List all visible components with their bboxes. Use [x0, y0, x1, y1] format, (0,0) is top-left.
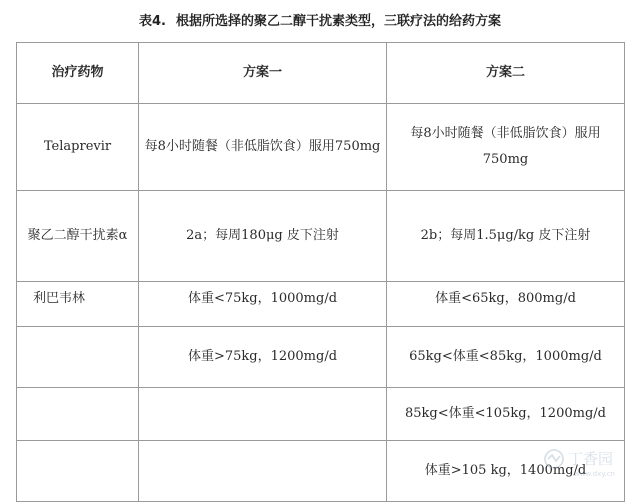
header-plan-2: 方案二: [387, 43, 625, 104]
plan-2-cell: 每8小时随餐（非低脂饮食）服用750mg: [387, 104, 625, 191]
drug-cell: [17, 388, 139, 441]
table-row: [17, 388, 625, 441]
plan-1-cell: 每8小时随餐（非低脂饮食）服用750mg: [139, 104, 387, 191]
drug-cell: 利巴韦林: [17, 282, 139, 327]
plan-1-cell: [139, 388, 387, 441]
plan-1-cell: 体重>75kg，1200mg/d: [139, 327, 387, 388]
dxy-logo-icon: [542, 444, 632, 480]
table-row: [17, 327, 625, 388]
regimen-table: [16, 42, 625, 502]
table-row: [17, 282, 625, 327]
table-row: [17, 441, 625, 502]
drug-cell: [17, 327, 139, 388]
watermark-text: 丁香园: [568, 450, 614, 468]
plan-2-cell: 85kg<体重<105kg，1200mg/d: [387, 388, 625, 441]
plan-1-cell: 体重<75kg，1000mg/d: [139, 282, 387, 327]
table-title: 根据所选择的聚乙二醇干扰素类型，三联疗法的给药方案: [175, 14, 501, 29]
drug-cell: [17, 441, 139, 502]
table-caption: [0, 10, 640, 29]
header-drug: 治疗药物: [17, 43, 139, 104]
table-row: [17, 191, 625, 282]
header-plan-1: 方案一: [139, 43, 387, 104]
watermark-url: www.dxy.cn: [574, 470, 615, 478]
header-row: [17, 43, 625, 104]
plan-1-cell: [139, 441, 387, 502]
plan-2-cell: 2b；每周1.5μg/kg 皮下注射: [387, 191, 625, 282]
drug-cell: 聚乙二醇干扰素α: [17, 191, 139, 282]
table-row: [17, 104, 625, 191]
plan-2-cell: 65kg<体重<85kg，1000mg/d: [387, 327, 625, 388]
drug-cell: Telaprevir: [17, 104, 139, 191]
table-number: 表4.: [139, 14, 166, 29]
plan-2-cell: 体重<65kg，800mg/d: [387, 282, 625, 327]
plan-1-cell: 2a；每周180μg 皮下注射: [139, 191, 387, 282]
plan-2-cell: 体重>105 kg，1400mg/d: [387, 441, 625, 502]
